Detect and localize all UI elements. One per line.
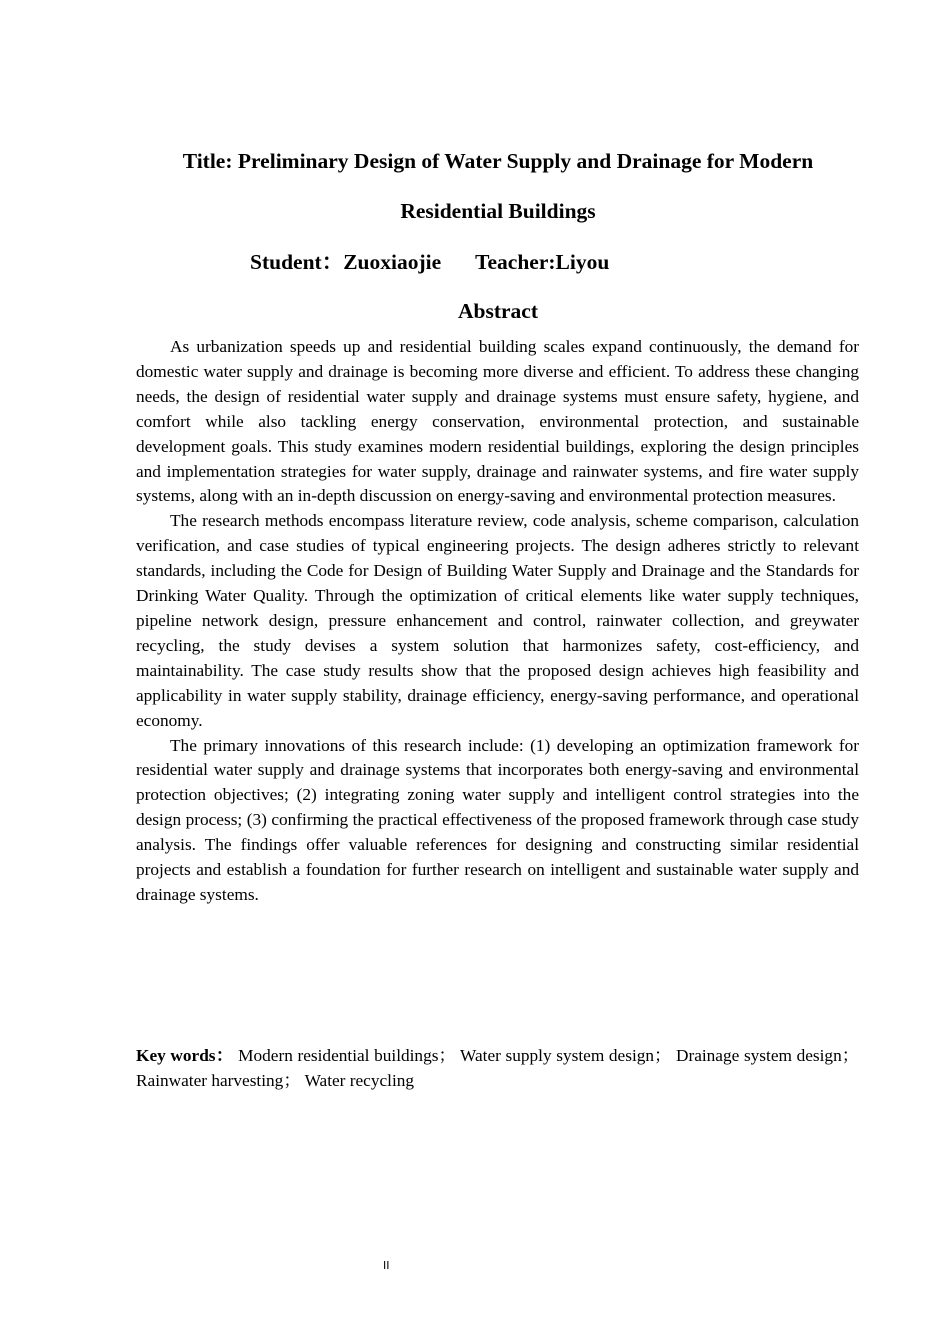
abstract-heading: Abstract [457,299,538,323]
author-line [250,248,609,276]
page-number: II [383,1259,390,1272]
teacher-name: Teacher:Liyou [475,250,610,274]
student-name: Student：Zuoxiaojie [250,250,442,274]
keywords-text: Modern residential buildings； Water supply system design； Drainage system design； Rainwater harvesting； Water recycling [136,1046,859,1090]
title-line-1: Title: Preliminary Design of Water Supply and Drainage for Modern [182,149,814,173]
abstract-paragraph-2: The research methods encompass literature review, code analysis, scheme comparison, calculation verification, and case studies of typical engineering projects. The design adheres strictly to relevant standards, including the Code for Design of Building Water Supply and Drainage and the Standards for Drinking Water Quality. Through the optimization of critical elements like water supply techniques, pipeline network design, pressure enhancement and control, rainwater collection, and greywater recycling, the study devises a system solution that harmonizes safety, cost-efficiency, and maintainability. The case study results show that the proposed design achieves high feasibility and applicability in water supply stability, drainage efficiency, energy-saving performance, and operational economy. [136,511,859,730]
abstract-paragraph-3: The primary innovations of this research include: (1) developing an optimization framework for residential water supply and drainage systems that incorporates both energy-saving and environmental protection objectives; (2) integrating zoning water supply and intelligent control strategies into the design process; (3) confirming the practical effectiveness of the proposed framework through case study analysis. The findings offer valuable references for designing and constructing similar residential projects and establish a foundation for further research on intelligent and sustainable water supply and drainage systems. [136,735,859,904]
abstract-body [136,335,859,908]
keywords-label: Key words： [136,1046,234,1065]
title-line-2: Residential Buildings [400,199,596,223]
abstract-paragraph-1: As urbanization speeds up and residential building scales expand continuously, the demand for domestic water supply and drainage is becoming more diverse and efficient. To address these changing needs, the design of residential water supply and drainage systems must ensure safety, hygiene, and comfort while also tackling energy conservation, environmental protection, and sustainable development goals. This study examines modern residential buildings, exploring the design principles and implementation strategies for water supply, drainage and rainwater systems, and fire water supply systems, along with an in-depth discussion on energy-saving and environmental protection measures. [136,337,859,506]
keywords-block [136,1044,859,1094]
